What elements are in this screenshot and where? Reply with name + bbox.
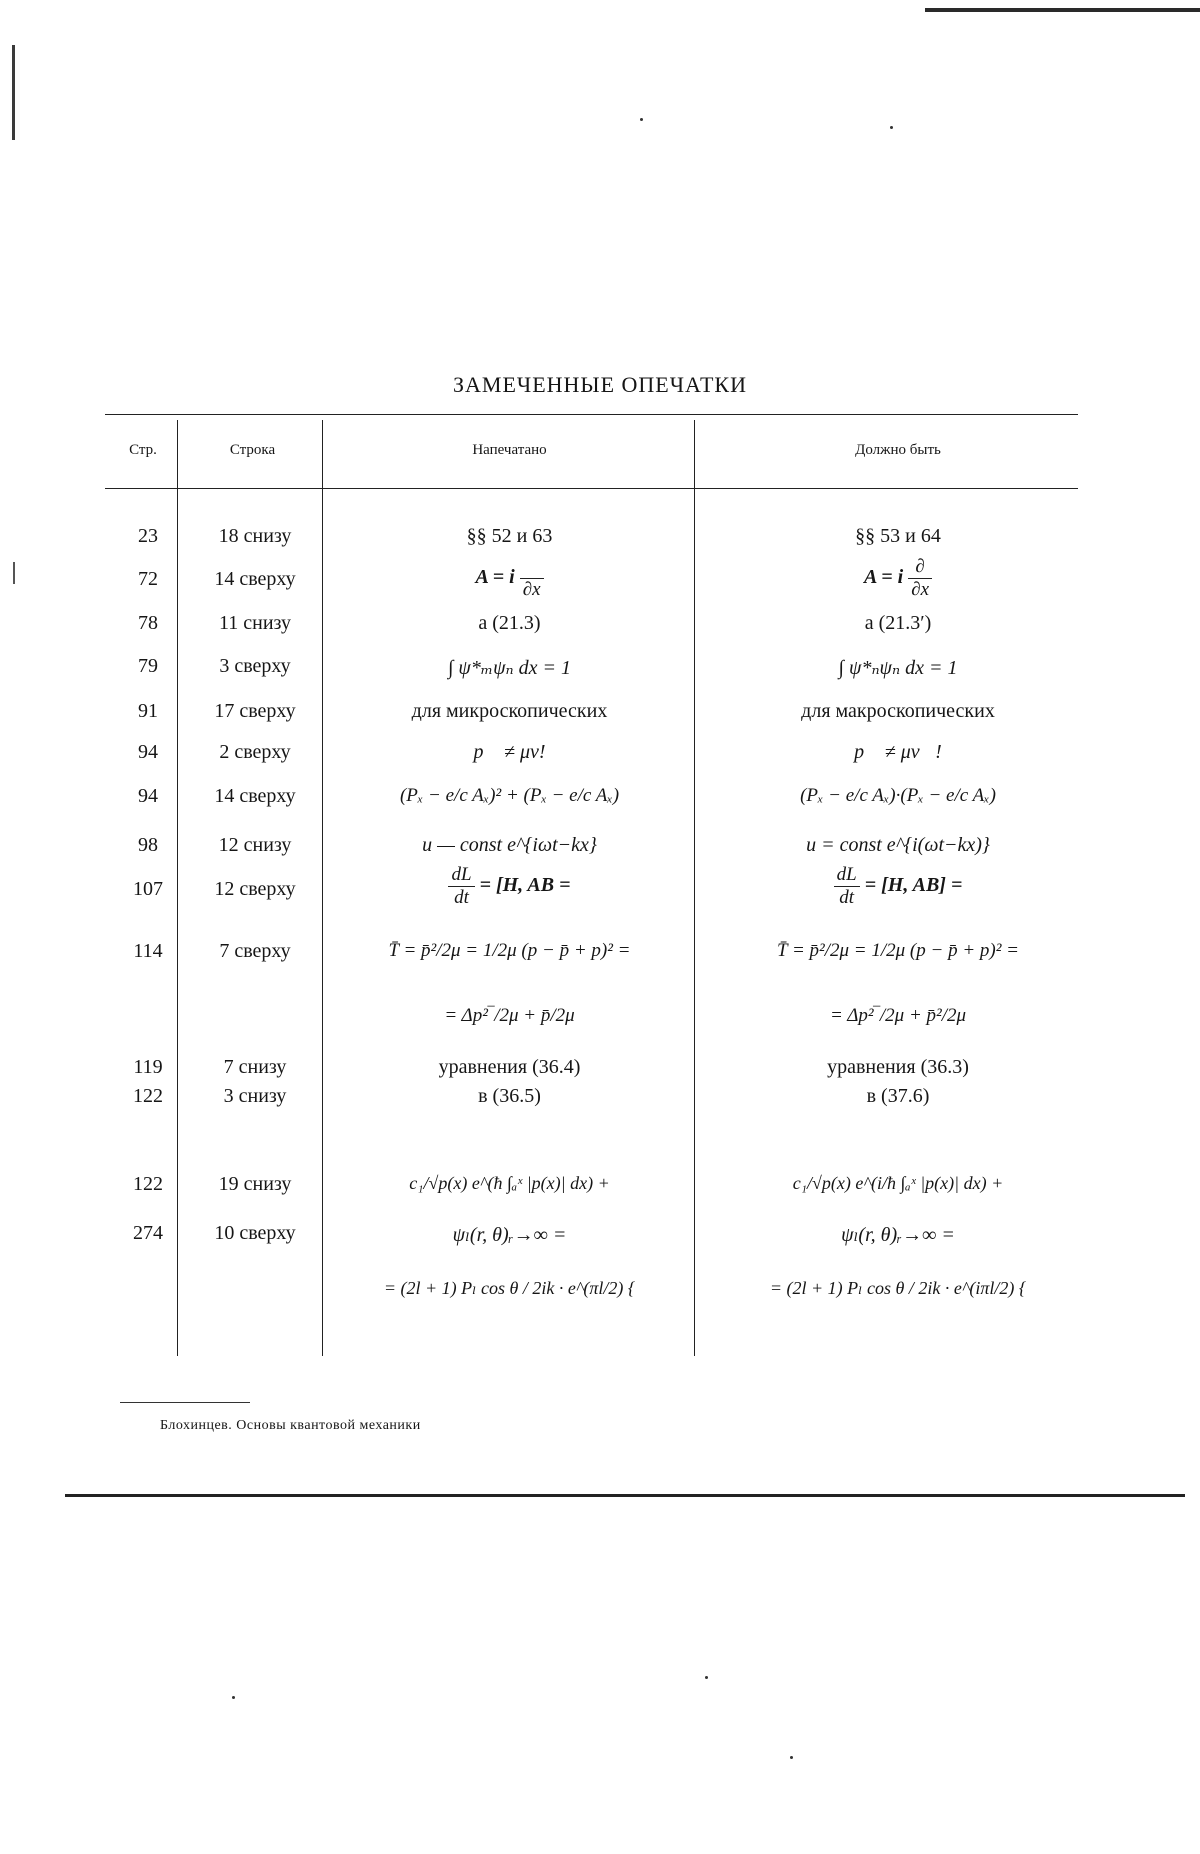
row-page: 114 [133, 940, 163, 962]
row-page: 122 [133, 1085, 163, 1107]
fraction-numerator: ∂ [908, 556, 932, 579]
scan-edge-mark [12, 45, 15, 140]
fraction-numerator: dL [448, 864, 474, 887]
row-line: 18 снизу [218, 525, 292, 547]
row-should-be: T̄ = p̄²/2μ = 1/2μ (p − p̄ + p)² = [776, 940, 1019, 961]
row-should-be-continued: = (2l + 1) Pₗ cos θ / 2ik · e^(iπl/2) { [769, 1278, 1027, 1298]
row-page: 107 [133, 878, 163, 900]
row-page: 119 [133, 1056, 163, 1078]
fraction [520, 556, 544, 601]
row-line: 3 сверху [219, 655, 291, 677]
row-page: 98 [138, 834, 158, 856]
row-line: 10 сверху [214, 1222, 296, 1244]
row-page: 274 [133, 1222, 163, 1244]
row-printed: c₁/√p(x) e^(ħ ∫ₐˣ |p(x)| dx) + [409, 1173, 610, 1193]
row-printed-continued: = Δp²‾/2μ + p̄/2μ [444, 1005, 575, 1026]
row-printed [327, 556, 692, 601]
row-line: 7 сверху [219, 940, 291, 962]
formula-rhs: = [H, AB = [479, 874, 571, 897]
row-printed: §§ 52 и 63 [466, 525, 553, 547]
footnote-rule [120, 1402, 250, 1403]
row-printed: ∫ ψ*ₘψₙ dx = 1 [447, 657, 572, 679]
row-printed: (Pₓ − e/c Aₓ)² + (Pₓ − e/c Aₓ) [399, 785, 620, 806]
row-page: 94 [138, 741, 158, 763]
row-should-be: для макроскопических [801, 700, 995, 722]
fraction-numerator: dL [834, 864, 860, 887]
row-line: 11 снизу [218, 612, 292, 634]
row-should-be: в (37.6) [866, 1085, 930, 1107]
row-printed: T̄ = p̄²/2μ = 1/2μ (p − p̄ + p)² = [388, 940, 631, 961]
formula-rhs: = [H, AB] = [864, 874, 963, 897]
fraction [448, 864, 474, 909]
row-printed: ψₗ(r, θ)ᵣ→∞ = [452, 1224, 567, 1246]
row-should-be: а (21.3′) [864, 612, 932, 634]
row-page: 122 [133, 1173, 163, 1195]
row-page: 79 [138, 655, 158, 677]
scan-bottom-line [65, 1494, 1185, 1497]
scan-speck [705, 1676, 708, 1679]
table-header-rule [105, 488, 1078, 489]
scan-speck [890, 126, 893, 129]
table-top-rule [105, 414, 1078, 415]
fraction-denominator: ∂x [911, 579, 930, 600]
row-printed: u — const e^{iωt−kx} [422, 834, 597, 856]
book-footnote: Блохинцев. Основы квантовой механики [160, 1418, 421, 1433]
page-title: ЗАМЕЧЕННЫЕ ОПЕЧАТКИ [452, 372, 747, 397]
formula-lhs: A = i [475, 566, 515, 589]
column-header-line: Строка [229, 442, 276, 458]
row-printed: для микроскопических [411, 700, 608, 722]
scan-speck [640, 118, 643, 121]
row-should-be: c₁/√p(x) e^(i/ħ ∫ₐˣ |p(x)| dx) + [792, 1173, 1004, 1193]
row-should-be: u = const e^{i(ωt−kx)} [806, 834, 990, 856]
row-should-be [698, 864, 1098, 909]
row-should-be-continued: = Δp²‾/2μ + p̄²/2μ [829, 1005, 967, 1026]
row-line: 19 снизу [218, 1173, 292, 1195]
fraction-denominator: dt [454, 887, 469, 908]
fraction [908, 556, 932, 601]
column-divider [694, 420, 695, 1356]
row-line: 2 сверху [219, 741, 291, 763]
row-should-be [698, 556, 1098, 601]
row-page: 91 [138, 700, 158, 722]
row-printed-continued: = (2l + 1) Pₗ cos θ / 2ik · e^(πl/2) { [383, 1278, 636, 1298]
row-line: 3 снизу [223, 1085, 287, 1107]
column-header-page: Стр. [129, 442, 157, 458]
row-line: 12 снизу [218, 834, 292, 856]
row-should-be: p⃗ ≠ μv⃗! [854, 741, 942, 763]
row-printed: уравнения (36.4) [438, 1056, 581, 1078]
row-page: 94 [138, 785, 158, 807]
column-header-printed: Напечатано [472, 442, 547, 458]
formula-lhs: A = i [863, 566, 904, 589]
row-line: 12 сверху [214, 878, 296, 900]
row-printed: а (21.3) [478, 612, 541, 634]
fraction-denominator: ∂x [522, 579, 541, 600]
scan-edge-line [925, 8, 1200, 12]
row-page: 72 [138, 568, 158, 590]
scan-speck [232, 1696, 235, 1699]
column-header-should-be: Должно быть [855, 442, 941, 458]
row-should-be: (Pₓ − e/c Aₓ)·(Pₓ − e/c Aₓ) [800, 785, 996, 806]
row-should-be: ∫ ψ*ₙψₙ dx = 1 [838, 657, 958, 679]
row-printed: p⃗ ≠ μv! [473, 741, 546, 763]
scan-speck [790, 1756, 793, 1759]
fraction-denominator: dt [839, 887, 855, 908]
row-should-be: ψₗ(r, θ)ᵣ→∞ = [841, 1224, 955, 1246]
scan-edge-mark [13, 562, 15, 584]
row-line: 14 сверху [214, 785, 296, 807]
row-line: 17 сверху [214, 700, 296, 722]
row-page: 78 [138, 612, 158, 634]
row-printed: в (36.5) [478, 1085, 541, 1107]
row-should-be: §§ 53 и 64 [855, 525, 941, 547]
row-printed [327, 864, 692, 909]
row-should-be: уравнения (36.3) [827, 1056, 969, 1078]
row-line: 7 снизу [223, 1056, 287, 1078]
row-page: 23 [138, 525, 158, 547]
fraction [834, 864, 860, 909]
row-line: 14 сверху [214, 568, 296, 590]
